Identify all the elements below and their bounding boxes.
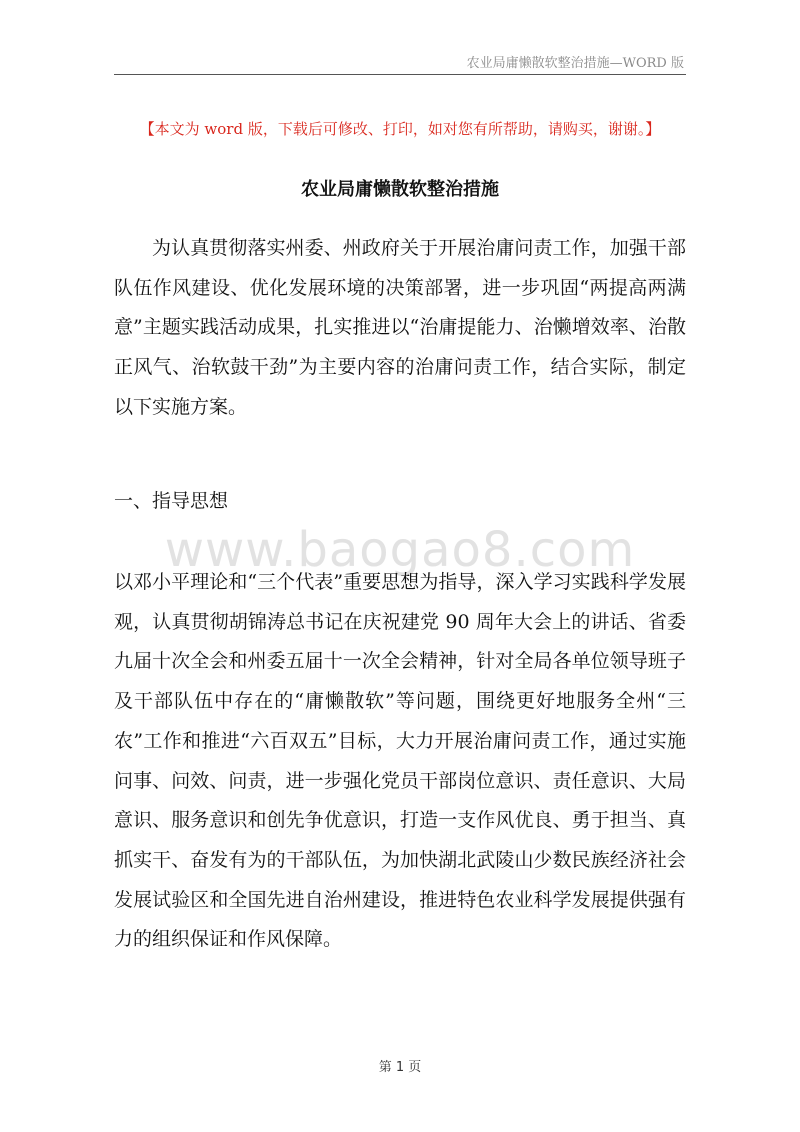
page-footer <box>0 1056 800 1075</box>
page-label-prefix: 第 <box>378 1060 392 1075</box>
download-notice: 【本文为 word 版，下载后可修改、打印，如对您有所帮助，请购买，谢谢。】 <box>139 120 661 138</box>
section-1-body: 以邓小平理论和“三个代表”重要思想为指导，深入学习实践科学发展观，认真贯彻胡锦涛总书记在庆祝建党 90 周年大会上的讲话、省委九届十次全会和州委五届十一次全会精神，针对全局各单位领导班子及干部队伍中存在的“庸懒散软”等问题，围绕更好地服务全州“三农”工作和推进“六百双五”目标，大力开展治庸问责工作，通过实施问事、问效、问责，进一步强化党员干部岗位意识、责任意识、大局意识、服务意识和创先争优意识，打造一支作风优良、勇于担当、真抓实干、奋发有为的干部队伍，为加快湖北武陵山少数民族经济社会发展试验区和全国先进自治州建设，推进特色农业科学发展提供强有力的组织保证和作风保障。 <box>114 571 686 951</box>
page-number: 1 <box>395 1060 405 1075</box>
intro-paragraph: 为认真贯彻落实州委、州政府关于开展治庸问责工作，加强干部队伍作风建设、优化发展环境的决策部署，进一步巩固“两提高两满意”主题实践活动成果，扎实推进以“治庸提能力、治懒增效率、治散正风气、治软鼓干劲”为主要内容的治庸问责工作，结合实际，制定以下实施方案。 <box>114 237 686 418</box>
watermark: www.baogao8.com <box>164 522 636 578</box>
section-heading-guiding-ideology: 一、指导思想 <box>114 490 229 512</box>
page-label-suffix: 页 <box>408 1060 422 1075</box>
header-divider <box>114 74 686 75</box>
document-title: 农业局庸懒散软整治措施 <box>301 179 499 200</box>
running-header: 农业局庸懒散软整治措施—WORD 版 <box>466 56 684 71</box>
